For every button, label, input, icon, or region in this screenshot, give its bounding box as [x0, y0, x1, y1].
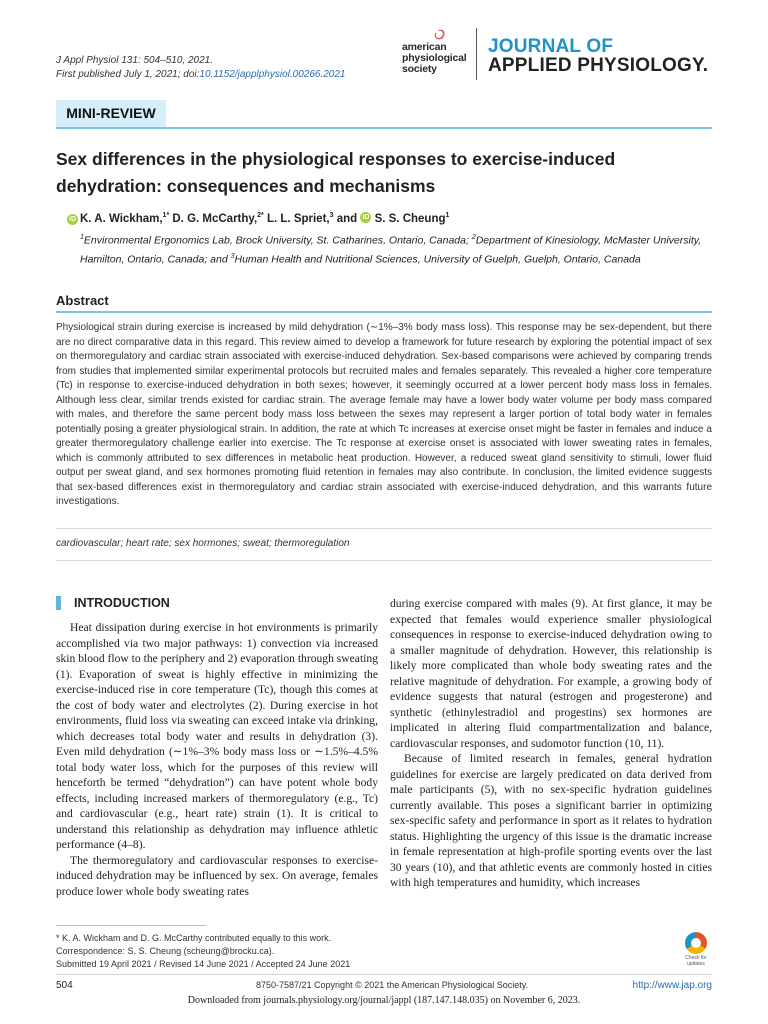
author-mccarthy[interactable]: D. G. McCarthy,	[172, 212, 258, 225]
divider	[56, 127, 712, 129]
footnote-equal-contribution: * K. A. Wickham and D. G. McCarthy contributed equally to this work.	[56, 933, 332, 943]
check-for-updates-badge[interactable]: Check for updates	[680, 932, 712, 968]
doi-link[interactable]: 10.1152/japplphysiol.00266.2021	[199, 69, 346, 80]
author-list: iD K. A. Wickham,$^{1*}$ D. G. McCarthy,$^{2*}$ L. L. Spriet,$^3$ and iD S. S. Cheung$^1$	[69, 212, 450, 225]
footnote-divider	[56, 925, 206, 926]
divider	[56, 974, 712, 975]
divider	[56, 528, 712, 529]
section-marker	[56, 596, 61, 610]
author-spriet[interactable]: L. L. Spriet,	[266, 212, 330, 225]
body-column-left	[56, 620, 378, 899]
citation-block	[56, 54, 345, 82]
affiliations: $^1$Environmental Ergonomics Lab, Brock University, St. Catharines, Ontario, Canada; $^2$Department of Kinesiology, McMaster University, Hamilton, Ontario, Canada; and $^3$Human Health and Nutritional Sciences, University of Guelph, Guelph, Ontario, Canada	[80, 234, 702, 266]
divider	[56, 311, 712, 313]
orcid-icon[interactable]: iD	[69, 216, 76, 223]
page-number: 504	[56, 980, 73, 991]
journal-name-line2: APPLIED PHYSIOLOGY.	[488, 55, 709, 76]
divider	[56, 560, 712, 561]
paragraph: during exercise compared with males (9). At first glance, it may be expected that females would experience smaller physiological consequences in response to exercise-induced dehydration owing to a smaller magnitude of dehydration. However, this relationship is likely more complicated than whole body sweating rates and the relative magnitude of dehydration. For example, a growing body of evidence suggests that natural (estrogen and progesterone) and synthetic (ethinylestradiol and progestins) sex hormones are implicated in altering fluid compartmentalization and balance, cardiovascular responses, and sudomotor function (10, 11).	[390, 597, 712, 750]
logo-divider	[476, 28, 477, 80]
orcid-icon[interactable]: iD	[362, 214, 370, 222]
download-notice: Downloaded from journals.physiology.org/journal/jappl (187.147.148.035) on November 6, 2023.	[187, 995, 581, 1006]
footnote-dates: Submitted 19 April 2021 / Revised 14 June 2021 / Accepted 24 June 2021	[56, 959, 351, 969]
paragraph: The thermoregulatory and cardiovascular responses to exercise-induced dehydration may be influenced by sex. On average, females produce lower whole body sweating rates	[56, 853, 378, 898]
article-title: Sex differences in the physiological responses to exercise-induced dehydration: consequences and mechanisms	[56, 149, 616, 196]
author-wickham[interactable]: K. A. Wickham,	[80, 212, 163, 225]
abstract-text: Physiological strain during exercise is increased by mild dehydration (∼1%–3% body mass loss). This response may be sex-dependent, but there are no direct comparative data in this regard. This review aimed to develop a framework for future research by exploring the potential impact of sex on thermoregulatory and cardiac strain associated with exercise-induced dehydration. Sex-based comparisons were achieved by comparing trends from studies that implemented similar experimental protocols but recruited males and females separately. This revealed a higher core temperature (Tc) in response to exercise-induced dehydration in both sexes; however, it seemingly occurred at a lower percent body mass loss in females. Although less clear, similar trends existed for cardiac strain. The average female may have a lower body water volume per body mass compared with males, and therefore the same percent body mass loss between the sexes may represent a larger portion of total body water in females potentially posing a greater physiological strain. In addition, the rate at which Tc increases at exercise onset might be faster in females and induce a greater thermoregulatory challenge earlier into exercise. The Tc response at exercise onset is associated with lower sweating rates in females, which is commonly attributed to sex differences in metabolic heat production. However, a reduced sweat gland sensitivity to stimuli, lower fluid output per sweat gland, and sex hormones promoting fluid retention in females may also contribute. In conclusion, the limited evidence suggests that sex-based differences exist in thermoregulatory and cardiac strain associated with exercise-induced dehydration, and this warrants future investigations.	[56, 322, 712, 507]
citation-doi-line: First published July 1, 2021; doi:10.1152/japplphysiol.00266.2021	[56, 69, 346, 80]
footnotes	[56, 932, 350, 971]
paragraph: Because of limited research in females, general hydration guidelines for exercise are largely predicated on data derived from male participants (5), with no sex-specific hydration guidelines currently available. This poses a significant barrier in optimizing sex-specific safety and performance in sport as it relates to hydration status. Highlighting the urgency of this issue is the dramatic increase in female representation at high-profile sporting events over the last 30 years (10), and that athletic events are commonly hosted in cities with high temperatures and humidity, which increases	[390, 752, 712, 889]
copyright: 8750-7587/21 Copyright © 2021 the American Physiological Society.	[256, 980, 529, 990]
footnote-correspondence: Correspondence: S. S. Cheung (scheung@brocku.ca).	[56, 946, 275, 956]
aps-wordmark: american physiological society	[402, 41, 467, 75]
author-cheung[interactable]: S. S. Cheung	[374, 212, 446, 225]
journal-name-line1: JOURNAL OF	[488, 36, 614, 57]
body-column-right	[390, 596, 712, 891]
paragraph: Heat dissipation during exercise in hot environments is primarily accomplished via two major pathways: 1) convection via increased skin blood flow to the periphery and 2) evaporation through sweating (1). Evaporation of sweat is highly effective in minimizing the exercise-induced rise in core temperature (Tc), though this comes at the cost of body water and electrolytes (2). During exercise in hot environments, fluid loss via sweating can exceed intake via drinking, which decreases total body water and results in dehydration (3). Even mild dehydration (∼1%–3% body mass loss or ∼1.5%–4.5% total body water loss, which for the purposes of this review will henceforth be termed “dehydration”) can have potent whole body effects, including increased markers of thermoregulatory (e.g., Tc) and cardiovascular (e.g., heart rate) strain (1). It is critical to understand this relationship as dehydration may influence athletic performance (4–8).	[56, 621, 378, 851]
section-heading-introduction: INTRODUCTION	[74, 596, 170, 610]
article-type-label: MINI-REVIEW	[56, 100, 166, 127]
check-for-updates-icon	[685, 932, 707, 954]
citation-journal: J Appl Physiol 131: 504–510, 2021.	[56, 55, 213, 66]
abstract-heading: Abstract	[56, 293, 109, 308]
keywords: cardiovascular; heart rate; sex hormones; sweat; thermoregulation	[56, 538, 350, 549]
journal-site-link[interactable]: http://www.jap.org	[632, 980, 712, 991]
